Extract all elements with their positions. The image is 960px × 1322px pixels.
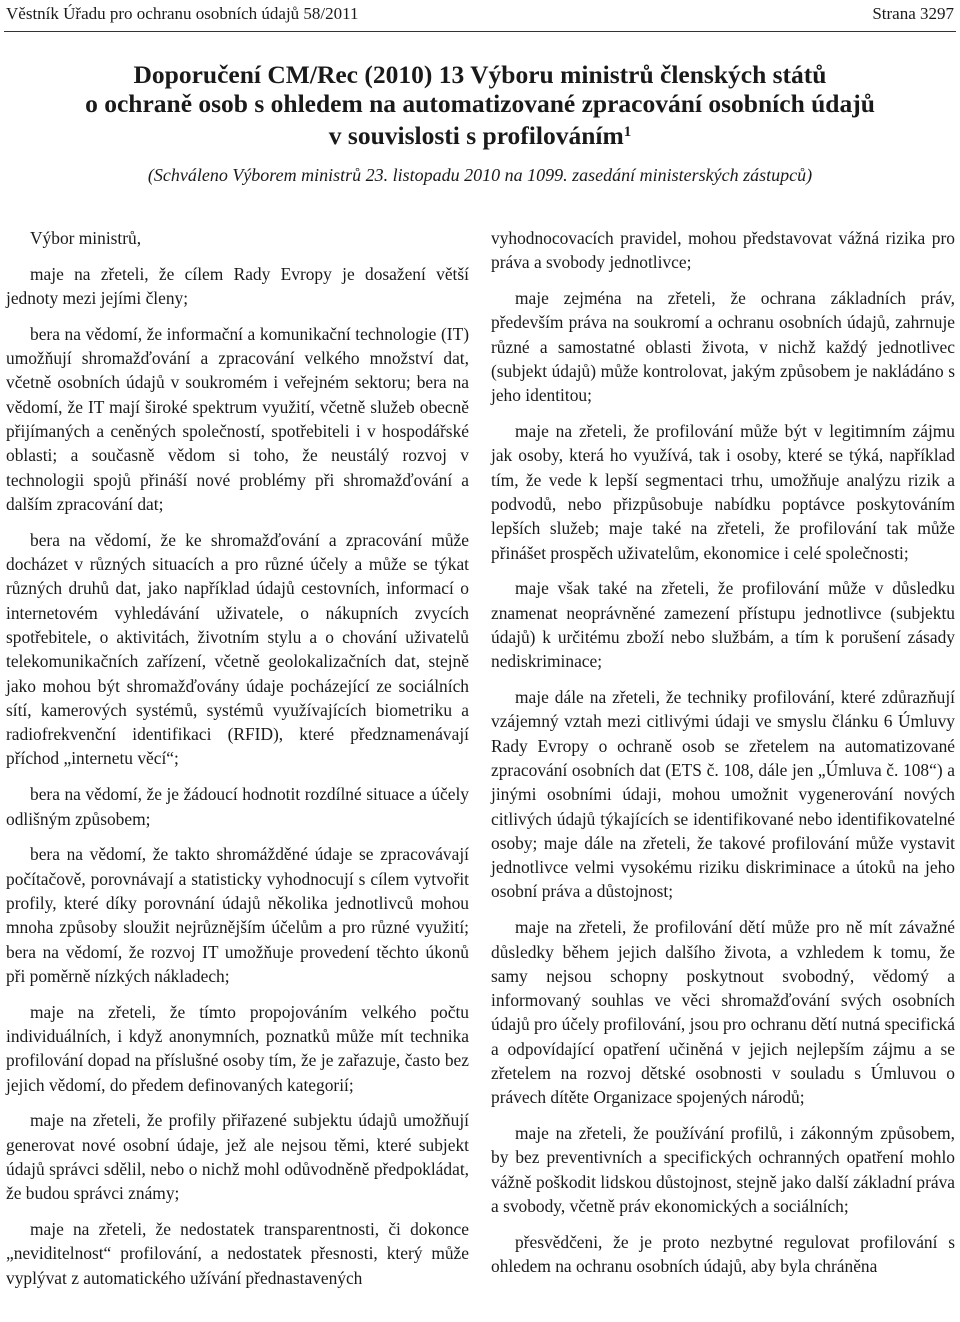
title-line-3-text: v souvislosti s profilováním (328, 121, 624, 150)
title-line-2: o ochraně osob s ohledem na automatizované zpracování osobních údajů (85, 89, 875, 118)
paragraph: bera na vědomí, že takto shromážděné údaje se zpracovávají počítačově, porovnávají a statisticky vyhodnocují s cílem vytvořit profily, které díky porovnání údajů několika jednotlivců mohou mnoha způsoby sloužit nejrůznějším účelům a pro různé využití; bera na vědomí, že rozvoj IT umožňuje provedení těchto úkonů při poměrně nízkých nákladech; (6, 844, 469, 986)
paragraph: maje na zřeteli, že cílem Rady Evropy je dosažení větší jednoty mezi jejími členy; (6, 263, 469, 309)
paragraph: maje zejména na zřeteli, že ochrana základních práv, především práva na soukromí a ochranu osobních údajů, zahrnuje různé a samostatné oblasti života, v nichž každý jednotlivec (subjekt údajů) může kontrolovat, jakým způsobem je nakládáno s jeho identitou; (491, 288, 955, 406)
document-subtitle: (Schváleno Výborem ministrů 23. listopadu 2010 na 1099. zasedání ministerských zástupců) (147, 165, 813, 185)
paragraph: přesvědčeni, že je proto nezbytné regulovat profilování s ohledem na ochranu osobních údajů, aby byla chráněna (491, 1231, 955, 1277)
title-line-1: Doporučení CM/Rec (2010) 13 Výboru ministrů členských států (133, 60, 827, 89)
paragraph: maje na zřeteli, že profilování může být v legitimním zájmu jak osoby, která ho využívá, tak i osoby, které se týká, například tím, že vede k lepší segmentaci trhu, umožňuje analýzu rizik a podvodů, nebo přizpůsobuje nabídku poptávce poskytováním lepších služeb; maje také na zřeteli, že profilování tak může přinášet prospěch uživatelům, ekonomice i celé společnosti; (491, 421, 955, 563)
paragraph: maje na zřeteli, že profilování dětí může pro ně mít závažné důsledky během jejich dalšího života, a vzhledem k tomu, že samy nejsou schopny poskytnout svobodný, vědomý a informovaný souhlas ve věci shromažďování svých osobních údajů pro účely profilování, jsou pro ochranu dětí nutná specifická a odpovídající opatření učiněná v jejich nejlepším zájmu a se zřetelem na rozvoj dětské osobnosti v souladu s Úmluvou o právech dítěte Organizace spojených národů; (491, 917, 955, 1108)
page-number: Strana 3297 (872, 4, 954, 23)
journal-title: Věstník Úřadu pro ochranu osobních údajů 58/2011 (6, 4, 359, 23)
left-column (6, 226, 469, 1301)
paragraph: maje dále na zřeteli, že techniky profilování, které zdůrazňují vzájemný vztah mezi citlivými údaji ve smyslu článku 6 Úmluvy Rady Evropy o ochraně osob se zřetelem na automatizované zpracování osobních dat (ETS č. 108, dále jen „Úmluva č. 108“) a jinými osobními údaji, mohou umožnit vygenerování nových citlivých údajů týkajících se identifikované nebo identifikovatelné osoby; maje dále na zřeteli, že takové profilování může vystavit jednotlivce velmi vysokému riziku diskriminace a útoků na jeho osobní práva a důstojnost; (491, 687, 955, 902)
page-header (6, 4, 954, 28)
paragraph: bera na vědomí, že je žádoucí hodnotit rozdílné situace a účely odlišným způsobem; (6, 784, 469, 829)
paragraph: bera na vědomí, že informační a komunikační technologie (IT) umožňují shromažďování a zpracování velkého množství dat, včetně osobních údajů v soukromém i veřejném sektoru; bera na vědomí, že IT mají široké spektrum využití, včetně služeb obecně přijímaných a ceněných společností, spotřebiteli i v hospodářské oblasti; a současně vědom si toho, že neustálý rozvoj v technologii spojů přináší nové problémy při shromažďování a dalším zpracování dat; (6, 323, 469, 514)
paragraph: maje na zřeteli, že tímto propojováním velkého počtu individuálních, i když anonymních, poznatků může mít technika profilování dopad na příslušné osoby tím, že je zařazuje, často bez jejich vědomí, do předem definovaných kategorií; (6, 1001, 469, 1095)
paragraph: maje na zřeteli, že nedostatek transparentnosti, či dokonce „neviditelnost“ profilování, a nedostatek přesnosti, který může vyplývat z automatického užívání přednastavených (6, 1218, 469, 1288)
title-line-3 (0, 118, 960, 150)
right-column (491, 226, 955, 1290)
document-title-block (0, 60, 960, 186)
header-divider (4, 31, 956, 32)
paragraph: bera na vědomí, že ke shromažďování a zpracování může docházet v různých situacích a pro různé účely a může se týkat různých druhů dat, jako například údajů cestovních, informací o internetovém vyhledávání uživatele, o nákupních zvycích spotřebitele, o aktivitách, životním stylu a o chování uživatelů telekomunikačních zařízení, včetně geolokalizačních dat, stejně jako mohou být shromažďovány údaje pocházející ze sociálních sítí, kamerových systémů, systémů využívajících biometriku a radiofrekvenční identifikaci (RFID), které předznamenávají příchod „internetu věcí“; (6, 529, 469, 769)
footnote-reference: 1 (623, 124, 632, 140)
paragraph: maje na zřeteli, že profily přiřazené subjektu údajů umožňují generovat nové osobní údaje, jež ale nejsou těmi, které subjekt údajů správci sdělil, nebo o nichž mohl odůvodněně předpokládat, že budou správci známy; (6, 1110, 469, 1204)
paragraph: maje na zřeteli, že používání profilů, i zákonným způsobem, by bez preventivních a specifických ochranných opatření mohlo vážně poškodit lidskou důstojnost, stejně jako další základní práva a svobody, včetně práv ekonomických a sociálních; (491, 1123, 955, 1216)
paragraph-continuation: vyhodnocovacích pravidel, mohou představovat vážná rizika pro práva a svobody jednotlivce; (491, 228, 955, 273)
paragraph: maje však také na zřeteli, že profilování může v důsledku znamenat neoprávněné zamezení přístupu jednotlivce (subjektu údajů) k určitému zboží nebo službám, a tím k porušení zásady nediskriminace; (491, 578, 955, 672)
paragraph: Výbor ministrů, (30, 228, 142, 248)
